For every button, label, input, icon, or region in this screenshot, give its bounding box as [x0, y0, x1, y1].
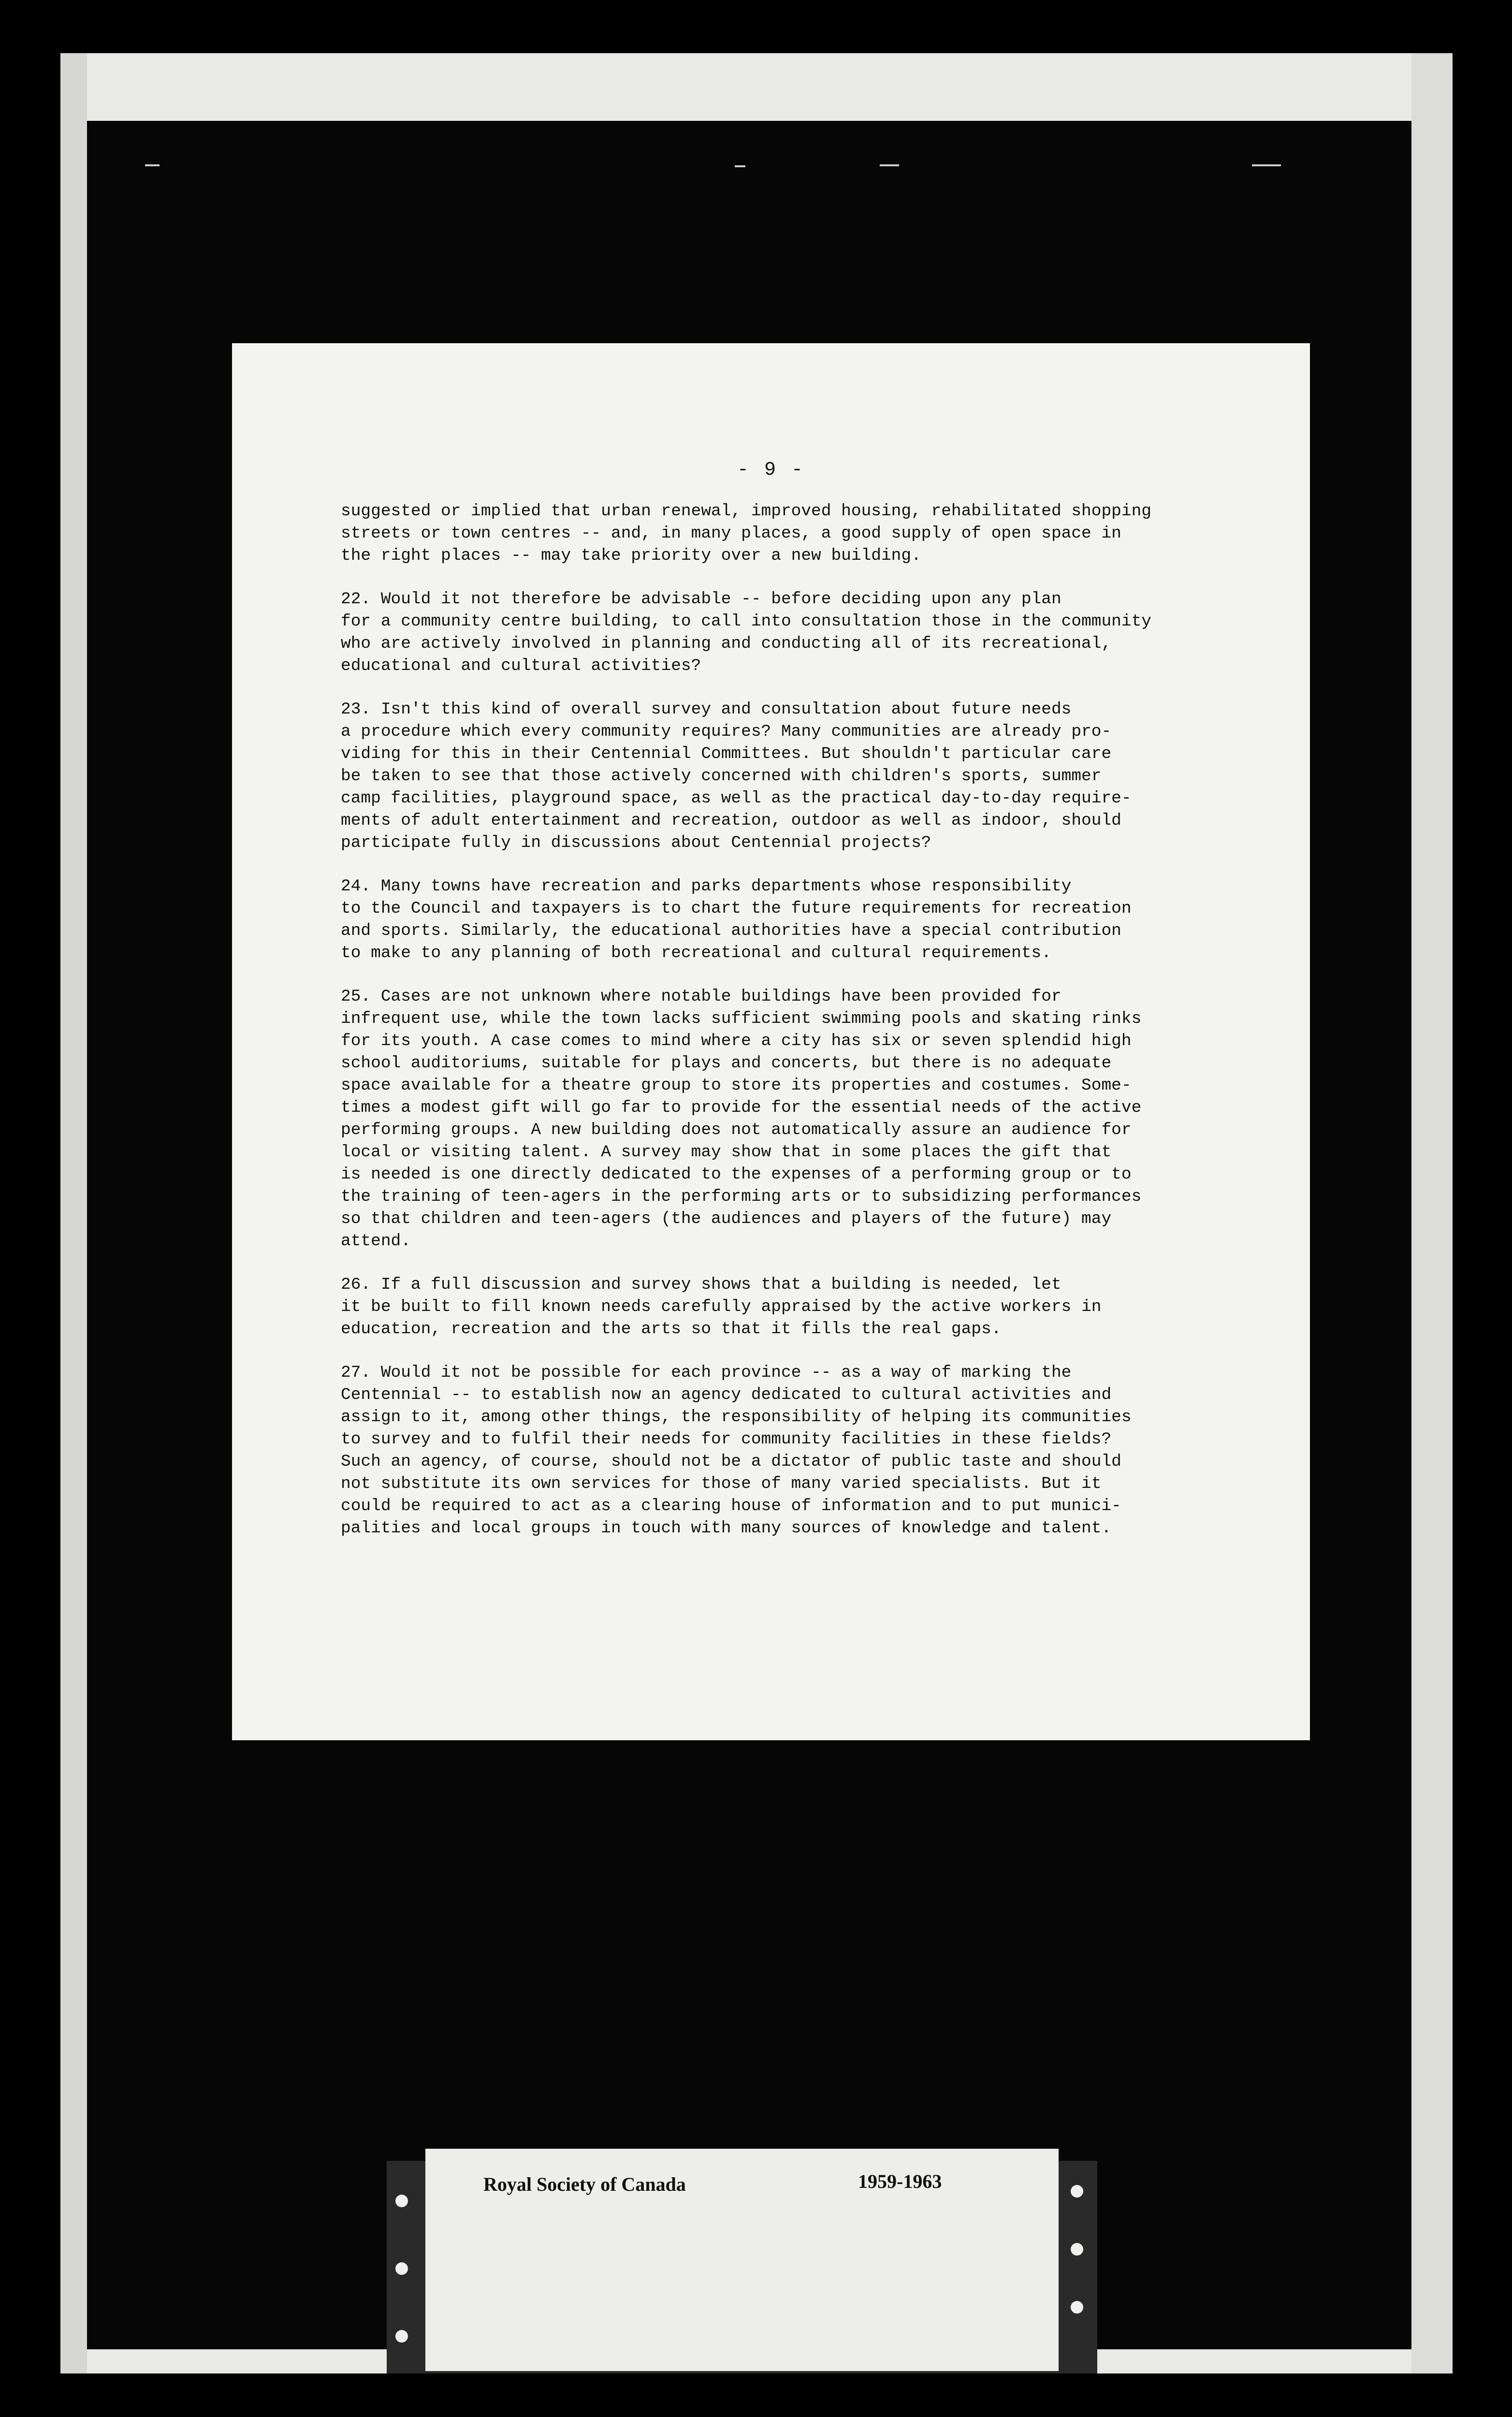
paragraph-24: 24. Many towns have recreation and parks departments whose responsibility to the Council and taxpayers is to chart the future requirements for recreation and sports. Similarly, the educational authorities have a special contribution to make to any planning of both recreational and cultural requirements.	[341, 877, 1132, 962]
paragraph-23: 23. Isn't this kind of overall survey and consultation about future needs a procedure which every community requires? Many communities are already pro- viding for this in their Centennial Committees. But shouldn't particular care be taken to see that those actively concerned with children's sports, summer camp facilities, playground space, as well as the practical day-to-day require- ments of adult entertainment and recreation, outdoor as well as indoor, should participate fully in discussions about Centennial projects?	[341, 700, 1132, 852]
film-left-edge	[60, 53, 87, 2373]
film-mark	[145, 164, 160, 166]
archive-label	[425, 2149, 1059, 2371]
sprocket-hole	[395, 2262, 408, 2275]
film-mark	[1252, 164, 1281, 166]
paragraph-26: 26. If a full discussion and survey shows that a building is needed, let it be built to fill known needs carefully appraised by the active workers in education, recreation and the arts so that it fills the real gaps.	[341, 1275, 1102, 1339]
document-body	[341, 500, 1211, 1561]
sprocket-hole	[1071, 2185, 1083, 2198]
paragraph-intro: suggested or implied that urban renewal, improved housing, rehabilitated shopping streets or town centres -- and, in many places, a good supply of open space in the right places -- may take priority over a new building.	[341, 502, 1151, 565]
paragraph-27: 27. Would it not be possible for each province -- as a way of marking the Centennial -- to establish now an agency dedicated to cultural activities and assign to it, among other things, the responsibility of helping its communities to survey and to fulfil their needs for community facilities in these fields? Such an agency, of course, should not be a dictator of public taste and should not substitute its own services for those of many varied specialists. But it could be required to act as a clearing house of information and to put munici- palities and local groups in touch with many sources of knowledge and talent.	[341, 1363, 1132, 1538]
film-mark	[880, 164, 899, 166]
paragraph-25: 25. Cases are not unknown where notable buildings have been provided for infrequent use, while the town lacks sufficient swimming pools and skating rinks for its youth. A case comes to mind where a city has six or seven splendid high school auditoriums, suitable for plays and concerts, but there is no adequate space available for a theatre group to store its properties and costumes. Some- times a modest gift will go far to provide for the essential needs of the active performing groups. A new building does not automatically assure an audience for local or visiting talent. A survey may show that in some places the gift that is needed is one directly dedicated to the expenses of a performing group or to the training of teen-agers in the performing arts or to subsidizing performances so that children and teen-agers (the audiences and players of the future) may attend.	[341, 987, 1142, 1251]
sprocket-hole	[1071, 2301, 1083, 2314]
document-page	[232, 343, 1310, 1740]
paragraph-22: 22. Would it not therefore be advisable -- before deciding upon any plan for a community centre building, to call into consultation those in the community who are actively involved in planning and conducting all of its recreational, educational and cultural activities?	[341, 590, 1151, 675]
film-mark	[735, 165, 745, 167]
label-years: 1959-1963	[858, 2170, 942, 2192]
film-right-edge	[1411, 53, 1453, 2373]
label-organization: Royal Society of Canada	[483, 2173, 686, 2195]
sprocket-hole	[1071, 2243, 1083, 2256]
sprocket-hole	[395, 2195, 408, 2207]
sprocket-hole	[395, 2330, 408, 2343]
page-number: - 9 -	[737, 459, 805, 481]
